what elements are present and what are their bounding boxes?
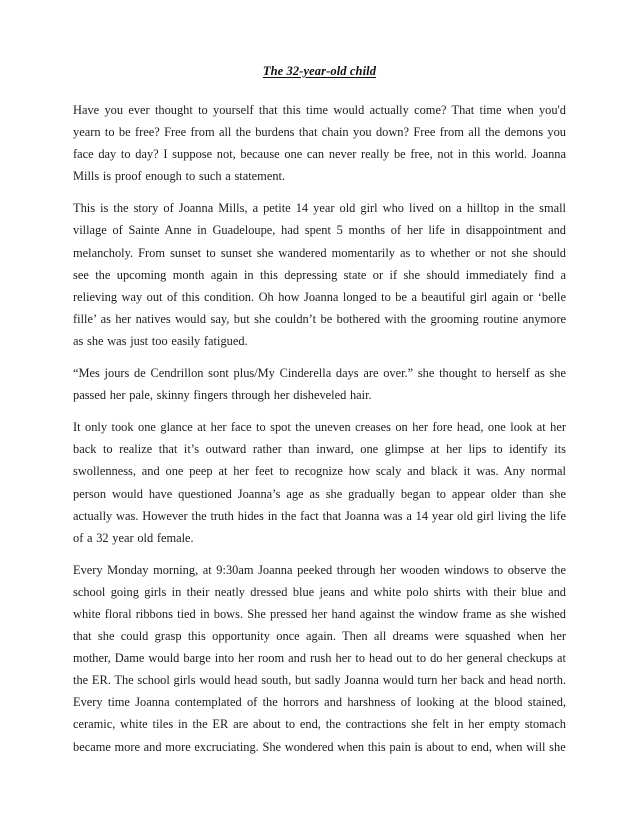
paragraph-1: Have you ever thought to yourself that this time would actually come? That time when you'd yearn to be free? Free from all the burdens that chain you down? Free from all the demons you face day to day? I suppose not, because one can never really be free, not in this world. Joanna Mills is proof enough to such a statement. bbox=[73, 103, 566, 184]
paragraph-4: It only took one glance at her face to spot the uneven creases on her fore head, one look at her back to realize that it’s outward rather than inward, one glimpse at her lips to identify its swollenness, and one peep at her feet to recognize how scaly and black it was. Any normal person would have questioned Joanna’s age as she gradually began to appear older than she actually was. However the truth hides in the fact that Joanna was a 14 year old girl living the life of a 32 year old female. bbox=[73, 420, 566, 545]
paragraph-2: This is the story of Joanna Mills, a petite 14 year old girl who lived on a hilltop in the small village of Sainte Anne in Guadeloupe, had spent 5 months of her life in disappointment and melancholy. From sunset to sunset she wandered momentarily as to whether or not she should see the upcoming month again in this depressing state or if she should immediately find a relieving way out of this condition. Oh how Joanna longed to be a beautiful girl again or ‘belle fille’ as her natives would say, but she couldn’t be bothered with the grooming routine anymore as she was just too easily fatigued. bbox=[73, 201, 566, 348]
page-title: The 32-year-old child bbox=[262, 64, 377, 78]
paragraph-3: “Mes jours de Cendrillon sont plus/My Cinderella days are over.” she thought to herself as she passed her pale, skinny fingers through her disheveled hair. bbox=[73, 366, 566, 403]
document-body bbox=[73, 62, 566, 758]
paragraph-5: Every Monday morning, at 9:30am Joanna peeked through her wooden windows to observe the school going girls in their neatly dressed blue jeans and white polo shirts with their blue and white floral ribbons tied in bows. She pressed her hand against the window frame as she wished that she could grasp this opportunity once again. Then all dreams were squashed when her mother, Dame would barge into her room and rush her to head out to do her general checkups at the ER. The school girls would head south, but sadly Joanna would turn her back and head north. Every time Joanna contemplated of the horrors and harshness of looking at the blood stained, ceramic, white tiles in the ER are about to end, the contractions she felt in her empty stomach became more and more excruciating. She wondered when this pain is about to end, when will she bbox=[73, 562, 566, 754]
